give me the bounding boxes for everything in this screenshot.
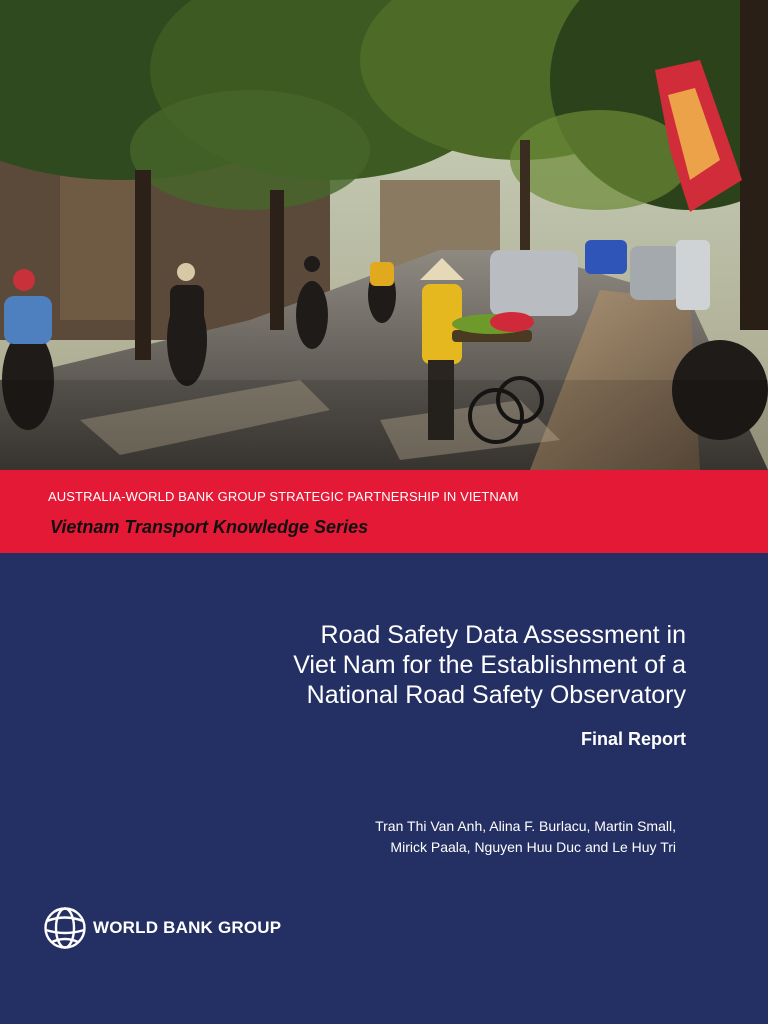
partnership-label: AUSTRALIA-WORLD BANK GROUP STRATEGIC PARTNERSHIP IN VIETNAM: [48, 489, 519, 504]
report-title-line: Road Safety Data Assessment in: [320, 621, 686, 649]
report-title-line: Viet Nam for the Establishment of a: [293, 651, 686, 679]
world-bank-group-logo: [43, 906, 281, 950]
series-band: [0, 470, 768, 553]
authors: [375, 816, 676, 858]
report-title: [126, 620, 686, 710]
report-subtitle: Final Report: [580, 729, 686, 749]
globe-icon: [43, 906, 87, 950]
title-panel: [0, 553, 768, 1024]
logo-text: WORLD BANK GROUP: [93, 918, 282, 937]
report-title-line: National Road Safety Observatory: [306, 681, 686, 709]
series-title: Vietnam Transport Knowledge Series: [50, 517, 369, 537]
authors-line: Mirick Paala, Nguyen Huu Duc and Le Huy Tri: [390, 839, 676, 855]
authors-line: Tran Thi Van Anh, Alina F. Burlacu, Martin Small,: [375, 818, 676, 834]
cover-photo: [0, 0, 768, 470]
